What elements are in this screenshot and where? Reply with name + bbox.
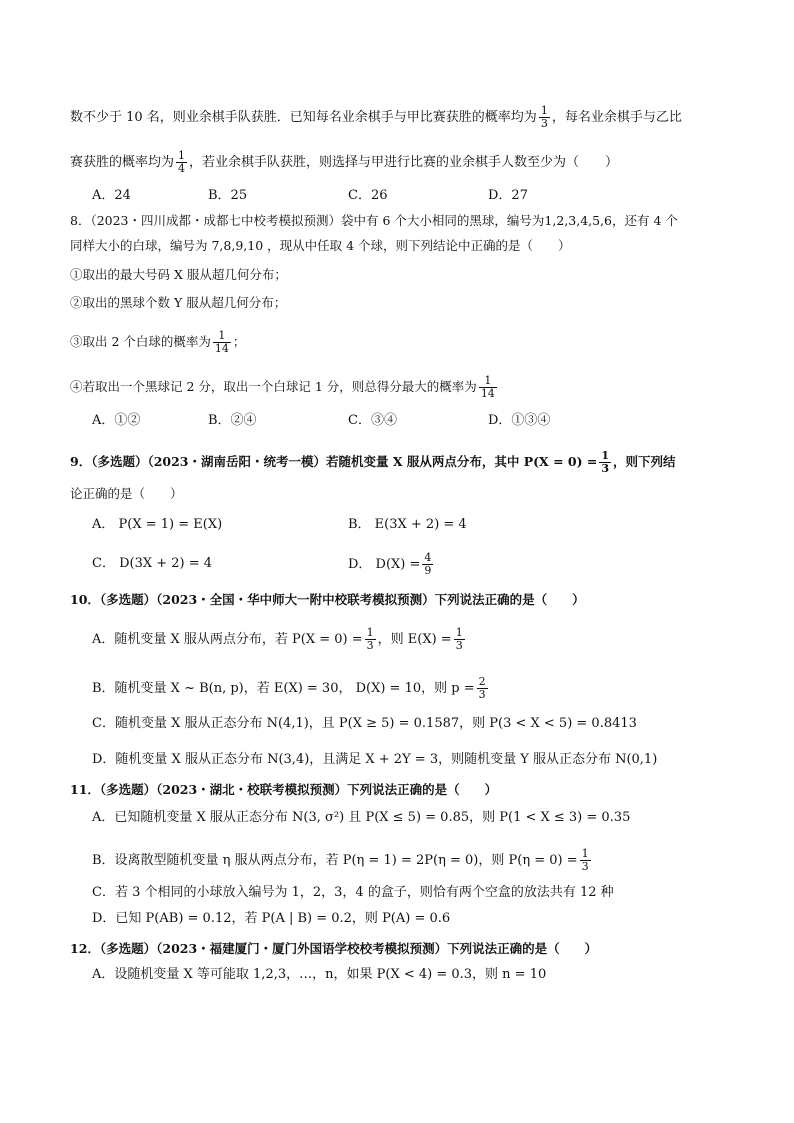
q10-option-a: A．随机变量 X 服从两点分布，若 P(X = 0) = $\frac{1}{3}$ ，则 E(X) = $\frac{1}{3}$ — [92, 626, 463, 652]
q9-option-d: D． D(X) = $\frac{4}{9}$ — [348, 551, 432, 577]
q8-statement-1: ①取出的最大号码 X 服从超几何分布； — [70, 267, 287, 282]
q10-option-c: C．随机变量 X 服从正态分布 N(4,1)，且 P(X ≥ 5) = 0.1587，则 P(3 < X < 5) = 0.8413 — [92, 716, 637, 731]
q11-option-d: D．已知 P(AB) = 0.12，若 P(A | B) = 0.2，则 P(A) = 0.6 — [92, 911, 451, 926]
q12-option-a: A．设随机变量 X 等可能取 1,2,3，…，n，如果 P(X < 4) = 0.3，则 n = 10 — [92, 967, 547, 982]
q7-option-d: D．27 — [488, 188, 528, 203]
q7-line2-text-b: ，若业余棋手队获胜，则选择与甲进行比赛的业余棋手人数至少为（ ） — [189, 155, 619, 170]
q9-option-b: B． E(3X + 2) = 4 — [348, 517, 467, 532]
q10-line1: 10．（多选题）（2023・全国・华中师大一附中校联考模拟预测）下列说法正确的是（ ） — [70, 592, 585, 607]
q7-line2-text-a: 赛获胜的概率均为 — [70, 155, 175, 170]
q8-statement-2: ②取出的黑球个数 Y 服从超几何分布； — [70, 295, 287, 310]
q11-b-fraction: $\frac{1}{3}$ — [581, 847, 589, 873]
q7-fraction-2: $\frac{1}{4}$ — [178, 149, 186, 175]
q8-option-c: C．③④ — [348, 413, 397, 428]
q7-line1-text-b: ，每名业余棋手与乙比 — [551, 110, 682, 125]
q8-s3-fraction: $\frac{1}{14}$ — [214, 329, 229, 355]
q7-option-c: C．26 — [348, 188, 388, 203]
q10-option-d: D．随机变量 X 服从正态分布 N(3,4)，且满足 X + 2Y = 3，则随机变量 Y 服从正态分布 N(0,1) — [92, 752, 658, 767]
q7-line2 — [70, 150, 618, 175]
q7-fraction-1: $\frac{1}{3}$ — [540, 104, 548, 130]
q10-b-fraction: $\frac{2}{3}$ — [478, 675, 486, 701]
q9-option-c: C． D(3X + 2) = 4 — [92, 556, 213, 571]
q10-option-b: B．随机变量 X ~ B(n, p)，若 E(X) = 30， D(X) = 10，则 p = $\frac{2}{3}$ — [92, 675, 486, 701]
q8-option-b: B．②④ — [208, 413, 257, 428]
q9-line1: 9．（多选题）（2023・湖南岳阳・统考一模）若随机变量 X 服从两点分布，其中 P(X = 0) = $\frac{1}{3}$ ，则下列结 — [70, 449, 676, 475]
q9-option-d-fraction: $\frac{4}{9}$ — [424, 551, 432, 577]
q8-statement-4: ④若取出一个黑球记 2 分，取出一个白球记 1 分，则总得分最大的概率为 $\frac{1}{14}$ — [70, 374, 495, 400]
q7-option-b: B．25 — [208, 188, 248, 203]
q8-option-a: A．①② — [92, 413, 141, 428]
q7-line1 — [70, 105, 682, 130]
q7-line1-text-a: 数不少于 10 名，则业余棋手队获胜．已知每名业余棋手与甲比赛获胜的概率均为 — [70, 110, 537, 125]
q11-line1: 11．（多选题）（2023・湖北・校联考模拟预测）下列说法正确的是（ ） — [70, 782, 498, 797]
q8-option-d: D．①③④ — [488, 413, 551, 428]
q12-line1: 12．（多选题）（2023・福建厦门・厦门外国语学校校考模拟预测）下列说法正确的是（ ） — [70, 941, 598, 956]
q10-a-fraction-1: $\frac{1}{3}$ — [366, 626, 374, 652]
q10-a-fraction-2: $\frac{1}{3}$ — [455, 626, 463, 652]
q7-option-a: A．24 — [92, 188, 131, 203]
q11-option-b: B．设离散型随机变量 η 服从两点分布，若 P(η = 1) = 2P(η = 0)，则 P(η = 0) = $\frac{1}{3}$ — [92, 847, 589, 873]
q8-s4-fraction: $\frac{1}{14}$ — [480, 374, 495, 400]
q8-line1: 8．（2023・四川成都・成都七中校考模拟预测）袋中有 6 个大小相同的黑球，编号为1,2,3,4,5,6，还有 4 个 — [70, 213, 678, 228]
q9-line2: 论正确的是（ ） — [70, 486, 183, 501]
q8-statement-3: ③取出 2 个白球的概率为 $\frac{1}{14}$ ； — [70, 329, 246, 355]
q8-line2: 同样大小的白球，编号为 7,8,9,10 ，现从中任取 4 个球，则下列结论中正确的是（ ） — [70, 238, 571, 253]
q9-option-a: A． P(X = 1) = E(X) — [92, 517, 223, 532]
q11-option-a: A．已知随机变量 X 服从正态分布 N(3, σ²) 且 P(X ≤ 5) = 0.85，则 P(1 < X ≤ 3) = 0.35 — [92, 810, 631, 825]
q11-option-c: C．若 3 个相同的小球放入编号为 1，2，3，4 的盒子，则恰有两个空盒的放法共有 12 种 — [92, 885, 614, 900]
q9-fraction: $\frac{1}{3}$ — [601, 449, 610, 475]
